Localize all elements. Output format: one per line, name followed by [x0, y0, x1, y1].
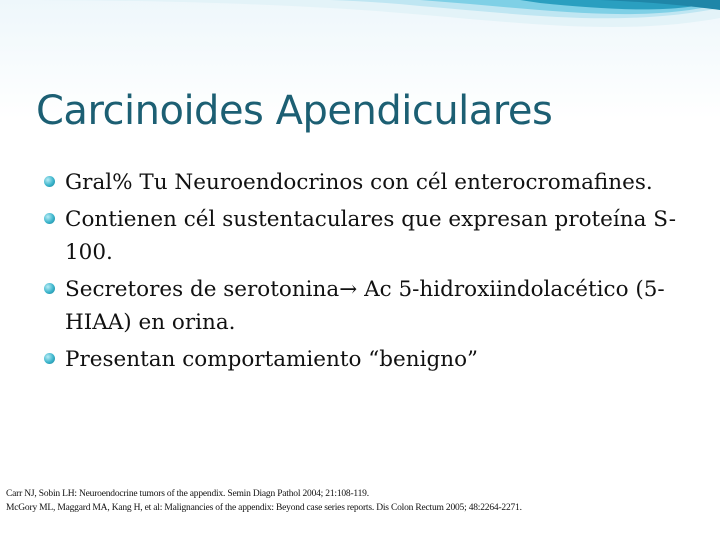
bullet-text: Contienen cél sustentaculares que expresan proteína S-100. [65, 207, 677, 265]
bullet-text: Secretores de serotonina→ Ac 5-hidroxiindolacético (5-HIAA) en orina. [65, 277, 665, 335]
bullet-text: Presentan comportamiento “benigno” [65, 347, 479, 372]
reference-item: Carr NJ, Sobin LH: Neuroendocrine tumors of the appendix. Semin Diagn Pathol 2004; 21:108-119. [6, 489, 369, 499]
reference-item: McGory ML, Maggard MA, Kang H, et al: Malignancies of the appendix: Beyond case series reports. Dis Colon Rectum 2005; 48:2264-2271. [6, 502, 522, 513]
bullet-dot-icon [44, 213, 55, 224]
bullet-item [44, 166, 704, 199]
bullet-dot-icon [44, 283, 55, 294]
bullet-item [44, 343, 704, 376]
slide-title: Carcinoides Apendiculares [36, 88, 553, 134]
bullet-dot-icon [44, 176, 55, 187]
bullet-text: Gral% Tu Neuroendocrinos con cél enterocromafines. [65, 170, 653, 195]
references [6, 488, 714, 515]
bullet-dot-icon [44, 353, 55, 364]
bullet-item [44, 203, 704, 269]
bullet-item [44, 273, 704, 339]
bullet-list [44, 166, 704, 380]
header-wave-decoration [0, 0, 720, 70]
